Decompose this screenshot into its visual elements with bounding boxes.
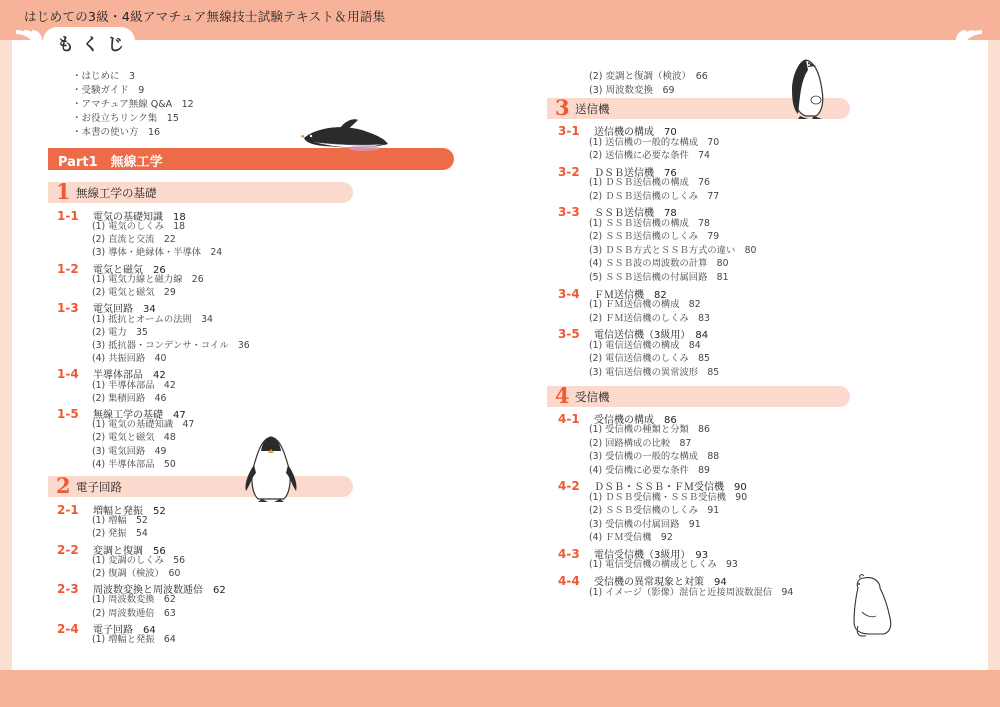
section-title: 変調と復調 56 [93, 545, 166, 557]
section-title: 受信機の異常現象と対策 94 [594, 577, 727, 589]
subsection-entry: (2) 集積回路 46 [92, 392, 167, 404]
subsection-entry: (1) 電気の基礎知識 47 [92, 419, 195, 431]
section-title: 電子回路 64 [93, 624, 156, 636]
subsection-entry: (2) 電気と磁気 48 [92, 432, 176, 444]
section-number: 2-3 [57, 582, 79, 597]
subsection-entry: (2) 電気と磁気 29 [92, 287, 176, 299]
chapter-title: 受信機 [575, 389, 610, 404]
subsection-entry: (1) ＤＳＢ送信機の構成 76 [589, 177, 710, 189]
section-number: 4-3 [558, 546, 580, 561]
chapter-heading-bar [48, 179, 353, 204]
subsection-entry: (1) イメージ（影像）混信と近接周波数混信 94 [589, 586, 794, 598]
toc-front-item: ・本書の使い方 16 [72, 127, 161, 138]
subsection-entry: (1) 半導体部品 42 [92, 379, 176, 391]
section-title: 電信受信機（3級用） 93 [594, 549, 709, 561]
subsection-entry: (1) 周波数変換 62 [92, 594, 176, 606]
section-number: 2-4 [57, 621, 79, 636]
subsection-entry: (2) 電信送信機のしくみ 85 [589, 353, 710, 365]
subsection-entry: (3) 受信機の一般的な構成 88 [589, 451, 720, 462]
mokuji-tab [43, 27, 135, 55]
chapter-number: 1 [56, 179, 71, 204]
toc-front-item: ・アマチュア無線 Q&A 12 [72, 99, 194, 110]
subsection-entry: (1) 抵抗とオームの法則 34 [92, 313, 213, 325]
chapter-title: 無線工学の基礎 [76, 186, 157, 200]
section-number: 1-5 [57, 407, 79, 422]
subsection-entry: (4) ＦＭ受信機 92 [589, 532, 673, 544]
toc-front-item: (2) 変調と復調（検波） 66 [589, 71, 708, 82]
subsection-entry: (4) 受信機に必要な条件 89 [589, 464, 710, 476]
subsection-entry: (5) ＳＳＢ送信機の付属回路 81 [589, 271, 729, 283]
subsection-entry: (1) ＦＭ送信機の構成 82 [589, 299, 701, 311]
subsection-entry: (1) 電信受信機の構成としくみ 93 [589, 559, 738, 571]
toc-front-item: ・お役立ちリンク集 15 [72, 113, 179, 124]
subsection-entry: (2) ＤＳＢ送信機のしくみ 77 [589, 190, 720, 202]
radio-wave-right-icon [952, 18, 992, 58]
section-number: 4-4 [558, 574, 580, 589]
mokuji-title: もくじ [57, 35, 132, 55]
subsection-entry: (1) 電信送信機の構成 84 [589, 339, 701, 351]
part-heading-label: Part1 無線工学 [58, 155, 163, 170]
subsection-entry: (4) ＳＳＢ波の周波数の計算 80 [589, 258, 729, 270]
section-title: 受信機の構成 86 [594, 414, 677, 426]
radio-wave-left-icon [6, 18, 46, 58]
subsection-entry: (1) 電気のしくみ 18 [92, 221, 186, 233]
section-number: 4-1 [558, 411, 580, 426]
section-number: 3-1 [558, 124, 580, 138]
subsection-entry: (1) ＳＳＢ送信機の構成 78 [589, 217, 710, 229]
section-number: 1-4 [57, 367, 79, 382]
subsection-entry: (3) 抵抗器・コンデンサ・コイル 36 [92, 339, 250, 351]
subsection-entry: (1) 送信機の一般的な構成 70 [589, 136, 720, 148]
subsection-entry: (4) 共振回路 40 [92, 353, 167, 365]
section-title: 電信送信機（3級用） 84 [594, 330, 709, 342]
subsection-entry: (1) ＤＳＢ受信機・ＳＳＢ受信機 90 [589, 491, 748, 503]
section-number: 3-3 [558, 205, 580, 220]
toc-front-item: ・受験ガイド 9 [72, 85, 145, 96]
chapter-number: 2 [56, 473, 71, 498]
section-title: 電気の基礎知識 18 [93, 212, 186, 223]
subsection-entry: (2) ＳＳＢ送信機のしくみ 79 [589, 231, 720, 243]
section-number: 2-2 [57, 542, 79, 557]
section-number: 1-1 [57, 209, 79, 223]
subsection-entry: (3) ＤＳＢ方式とＳＳＢ方式の違い 80 [589, 244, 757, 256]
chapter-title: 送信機 [575, 102, 610, 116]
subsection-entry: (2) 周波数逓倍 63 [92, 607, 176, 619]
section-number: 3-4 [558, 286, 580, 301]
subsection-entry: (1) 受信機の種類と分類 86 [589, 424, 710, 435]
section-title: 周波数変換と周波数逓倍 62 [93, 585, 226, 597]
subsection-entry: (2) 電力 35 [92, 326, 148, 338]
subsection-entry: (1) 変調のしくみ 56 [92, 554, 186, 566]
subsection-entry: (3) 受信機の付属回路 91 [589, 518, 701, 530]
footer-bar [0, 670, 1000, 707]
subsection-entry: (2) ＳＳＢ受信機のしくみ 91 [589, 505, 720, 517]
section-title: 半導体部品 42 [93, 370, 166, 382]
chapter-number: 3 [555, 95, 570, 120]
section-title: ＤＳＢ・ＳＳＢ・ＦＭ受信機 90 [594, 482, 747, 494]
subsection-entry: (4) 半導体部品 50 [92, 458, 176, 470]
section-title: ＳＳＢ送信機 78 [594, 208, 677, 220]
subsection-entry: (2) 直流と交流 22 [92, 234, 176, 246]
chapter-number: 4 [555, 382, 570, 408]
section-number: 1-2 [57, 261, 79, 276]
subsection-entry: (3) 導体・絶縁体・半導体 24 [92, 247, 223, 259]
chapter-title: 電子回路 [76, 480, 122, 494]
swimming-penguin-icon [300, 114, 392, 154]
section-title: ＤＳＢ送信機 76 [594, 167, 677, 179]
section-number: 1-3 [57, 301, 79, 316]
emperor-penguin-icon [786, 56, 832, 120]
subsection-entry: (1) 電気力線と磁力線 26 [92, 273, 204, 285]
section-title: 電気と磁気 26 [93, 264, 166, 276]
section-title: ＦＭ送信機 82 [594, 289, 667, 301]
part-heading-bar [48, 148, 454, 170]
toc-front-item: ・はじめに 3 [72, 71, 136, 82]
chapter-heading-bar [48, 473, 353, 498]
section-number: 4-2 [558, 479, 580, 494]
subsection-entry: (1) 増幅 52 [92, 515, 148, 527]
subsection-entry: (2) ＦＭ送信機のしくみ 83 [589, 312, 710, 324]
subsection-entry: (3) 電信送信機の異常波形 85 [589, 366, 720, 378]
subsection-entry: (2) 回路構成の比較 87 [589, 437, 692, 449]
section-number: 2-1 [57, 503, 79, 517]
section-title: 無線工学の基礎 47 [93, 410, 186, 422]
section-title: 送信機の構成 70 [594, 127, 677, 138]
section-title: 電気回路 34 [93, 304, 156, 316]
section-number: 3-2 [558, 164, 580, 179]
toc-front-item: (3) 周波数変換 69 [589, 85, 675, 96]
subsection-entry: (3) 電気回路 49 [92, 445, 167, 457]
standing-penguin-icon [240, 433, 302, 503]
subsection-entry: (2) 復調（検波） 60 [92, 567, 181, 579]
polar-bear-icon [846, 570, 896, 638]
chapter-heading-bar [547, 382, 850, 408]
section-number: 3-5 [558, 327, 580, 342]
section-title: 増幅と発振 52 [93, 506, 166, 517]
header-bar [0, 0, 1000, 40]
subsection-entry: (2) 送信機に必要な条件 74 [589, 150, 710, 161]
subsection-entry: (1) 増幅と発振 64 [92, 634, 176, 646]
book-title: はじめての3級・4級アマチュア無線技士試験テキスト＆用語集 [24, 9, 386, 24]
subsection-entry: (2) 発振 54 [92, 528, 148, 540]
